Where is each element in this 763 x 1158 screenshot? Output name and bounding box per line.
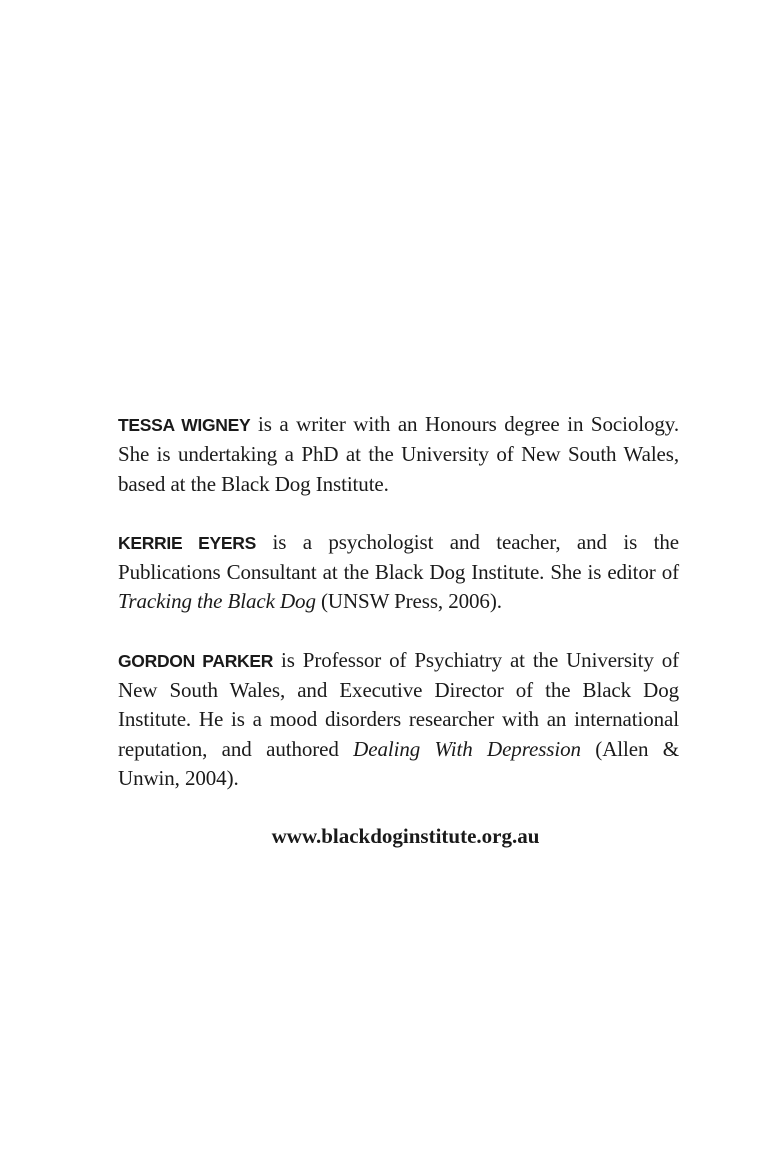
author-name: KERRIE EYERS — [118, 532, 257, 553]
book-title: Tracking the Black Dog — [118, 589, 316, 614]
author-bio-text-end: (Allen & Unwin, 2004). — [118, 736, 679, 790]
author-bio-text-end: (UNSW Press, 2006). — [315, 589, 502, 614]
author-bio-text: is a writer with an Honours degree in Sociology. She is undertaking a PhD at the University of New South Wales, based at the Black Dog Institute. — [118, 412, 679, 496]
author-bio-text: is Professor of Psychiatry at the University of New South Wales, and Executive Director of the Black Dog Institute. He is a mood disorders researcher with an international reputation, and authored — [118, 647, 679, 761]
author-name: TESSA WIGNEY — [118, 415, 251, 435]
author-bio-text: is a psychologist and teacher, and is the Publications Consultant at the Black Dog Institute. She is editor of — [118, 529, 679, 585]
author-bio-kerrie-eyers — [118, 528, 679, 617]
author-bios-section — [118, 410, 679, 851]
author-bio-tessa-wigney — [118, 410, 679, 499]
author-bio-gordon-parker — [118, 646, 679, 793]
author-name: GORDON PARKER — [118, 650, 274, 671]
book-title: Dealing With Depression — [353, 736, 581, 761]
website-url: www.blackdoginstitute.org.au — [271, 824, 540, 849]
